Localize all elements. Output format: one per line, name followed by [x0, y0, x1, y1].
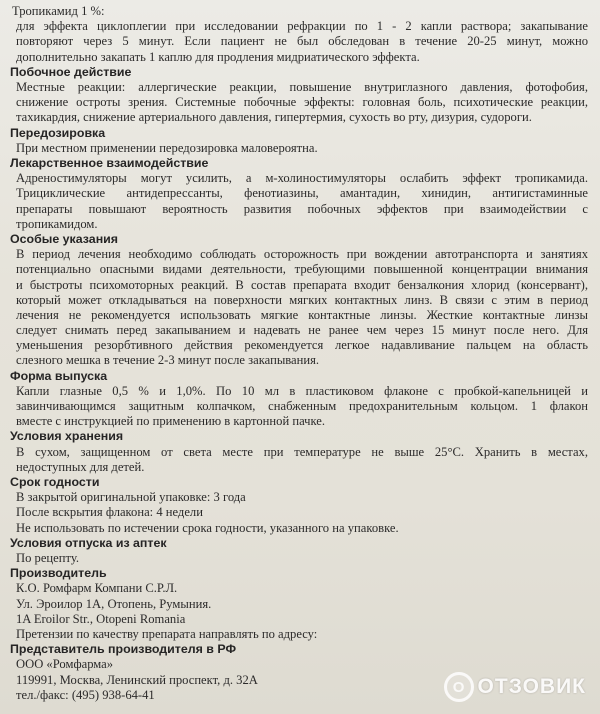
- body-text-line: слезного мешка в течение 2-3 минут после закапывания.: [16, 353, 320, 368]
- body-text-line: Не использовать по истечении срока годности, указанного на упаковке.: [16, 520, 399, 535]
- section-heading: Производитель: [10, 566, 107, 581]
- body-text-line: После вскрытия флакона: 4 недели: [16, 505, 203, 520]
- body-text-line: В сухом, защищенном от света месте при температуре не выше 25°С. Хранить в местах,: [16, 444, 588, 459]
- body-text-line: По рецепту.: [16, 551, 80, 566]
- body-text-line: ООО «Ромфарма»: [16, 657, 114, 672]
- section-heading: Передозировка: [10, 125, 106, 140]
- body-text-line: 119991, Москва, Ленинский проспект, д. 32А: [16, 672, 258, 687]
- body-text-line: Капли глазные 0,5 % и 1,0%. По 10 мл в пластиковом флаконе с пробкой-капельницей и: [16, 383, 588, 398]
- instruction-body: [10, 19, 588, 703]
- otzovik-logo-icon: [444, 672, 474, 702]
- body-text-line: К.О. Ромфарм Компани С.Р.Л.: [16, 581, 178, 596]
- section-heading: Лекарственное взаимодействие: [10, 155, 209, 170]
- body-text-line: В период лечения необходимо соблюдать осторожность при вождении автотранспорта и занятиях: [16, 247, 588, 262]
- body-text-line: уменьшения резорбтивного действия рекомендуется легкое надавливание пальцем на область: [16, 338, 588, 353]
- body-text-line: При местном применении передозировка маловероятна.: [16, 140, 318, 155]
- section-heading: Представитель производителя в РФ: [10, 642, 237, 657]
- body-text-line: тахикардия, снижение артериального давления, гипертермия, сухость во рту, дизурия, судороги.: [16, 110, 532, 125]
- body-text-line: который может откладываться на поверхности мягких контактных линз. В связи с этим в период: [16, 292, 588, 307]
- body-text-line: вместе с инструкцией по применению в картонной пачке.: [16, 414, 326, 429]
- body-text-line: тропикамидом.: [16, 216, 98, 231]
- body-text-line: Трициклические антидепрессанты, фенотиазины, амантадин, хинидин, антигистаминные: [16, 186, 588, 201]
- body-text-line: недоступных для детей.: [16, 459, 145, 474]
- body-text-line: дополнительно закапать 1 каплю для продления мидриатического эффекта.: [16, 49, 420, 64]
- otzovik-logo-letter: O: [452, 678, 465, 696]
- otzovik-watermark: [444, 672, 586, 702]
- body-text-line: завинчивающимся защитным колпачком, снабженным предохранительным кольцом. 1 флакон: [16, 399, 588, 414]
- section-heading: Форма выпуска: [10, 368, 108, 383]
- body-text-line: Ул. Эроилор 1А, Отопень, Румыния.: [16, 596, 212, 611]
- section-heading: Особые указания: [10, 231, 119, 246]
- drug-dosage-title: Тропикамид 1 %:: [12, 4, 105, 18]
- body-text-line: Адреностимуляторы могут усилить, а м-холиностимуляторы ослабить эффект тропикамида.: [16, 171, 588, 186]
- body-text-line: Претензии по качеству препарата направлять по адресу:: [16, 627, 318, 642]
- body-text-line: снижение остроты зрения. Системные побочные эффекты: головная боль, психотические реакции,: [16, 95, 588, 110]
- otzovik-watermark-text: ОТЗОВИК: [477, 675, 586, 698]
- body-text-line: для эффекта циклоплегии при исследовании рефракции по 1 - 2 капли раствора; закапывание: [16, 19, 588, 34]
- body-text-line: лечения не рекомендуется использовать мягкие контактные линзы. Жесткие контактные линзы: [16, 307, 588, 322]
- section-heading: Побочное действие: [10, 64, 132, 79]
- body-text-line: потенциально опасными видами деятельности, требующими повышенной концентрации внимания: [16, 262, 588, 277]
- body-text-line: следует снимать перед закапыванием и надевать не ранее чем через 15 минут после него. Для: [16, 323, 588, 338]
- body-text-line: препараты повышают вероятность развития побочных эффектов при взаимодействии с: [16, 201, 588, 216]
- body-text-line: и быстроты психомоторных реакций. В состав препарата входит бензалкония хлорид (консервант),: [16, 277, 588, 292]
- body-text-line: тел./факс: (495) 938-64-41: [16, 687, 155, 702]
- body-text-line: Местные реакции: аллергические реакции, повышение внутриглазного давления, фотофобия,: [16, 79, 588, 94]
- body-text-line: В закрытой оригинальной упаковке: 3 года: [16, 490, 246, 505]
- section-heading: Срок годности: [10, 475, 100, 490]
- body-text-line: 1A Eroilor Str., Otopeni Romania: [16, 611, 186, 626]
- section-heading: Условия хранения: [10, 429, 124, 444]
- section-heading: Условия отпуска из аптек: [10, 535, 167, 550]
- body-text-line: повторяют через 5 минут. Если пациент не был обследован в течение 20-25 минут, можно: [16, 34, 588, 49]
